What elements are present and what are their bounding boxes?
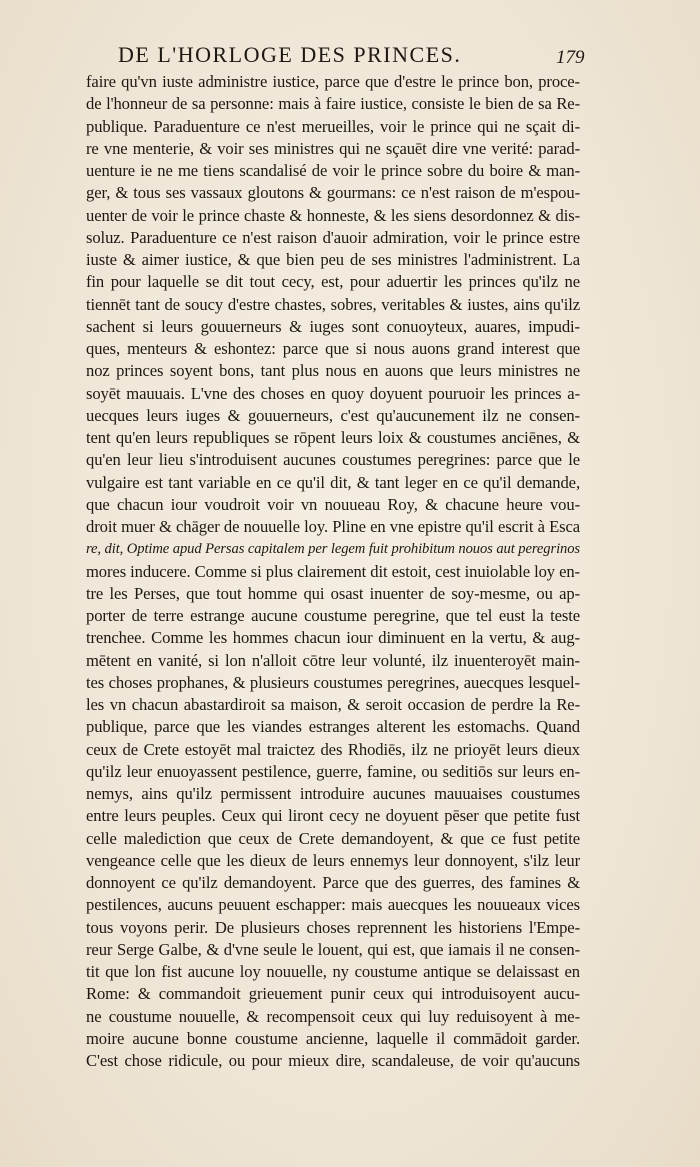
text-line: ceux de Crete estoyēt mal traictez des Rhodiēs, ilz ne prioyēt leurs dieux <box>86 739 580 759</box>
text-line: tous voyons perir. De plusieurs choses reprennent les historiens l'Empe- <box>86 917 580 937</box>
text-line: pestilences, aucuns peuuent eschapper: mais auecques les nouueaux vices <box>86 895 580 915</box>
text-line: mētent en vanité, si lon n'alloit cōtre leur volunté, ilz inuenteroyēt main- <box>86 650 580 670</box>
text-line: tes choses prophanes, & plusieurs coustumes peregrines, auecques lesquel- <box>86 672 580 692</box>
text-line: nemys, ains qu'ilz permissent introduire aucunes mauuaises coustumes <box>86 784 580 803</box>
text-line: uenture ie ne me tiens scandalisé de voir le prince sobre du boire & man- <box>86 161 580 180</box>
text-line: iuste & aimer iustice, & que bien peu de ses ministres l'administrent. La <box>86 250 580 269</box>
text-line: vengeance celle que les dieux de leurs ennemys leur donnoyent, s'ilz leur <box>86 850 580 870</box>
text-line: uecques leurs iuges & gouuerneurs, c'est qu'aucunement ilz ne consen- <box>86 405 580 425</box>
text-line: que chacun iour voudroit voir vn nouueau Roy, & chacune heure vou- <box>86 494 580 514</box>
running-head-title: DE L'HORLOGE DES PRINCES. <box>118 42 462 67</box>
text-line: re vne menterie, & voir ses ministres qui ne sçauēt dire vne verité: parad- <box>86 138 580 158</box>
text-line: publique. Paraduenture ce n'est merueilles, voir le prince qui ne sçait di- <box>86 116 580 136</box>
running-head <box>0 40 700 70</box>
text-line: publique, parce que les viandes estranges alterent les estomachs. Quand <box>86 717 580 737</box>
text-line: soyēt mauuais. L'vne des choses en quoy doyuent pouruoir les princes a- <box>86 383 580 403</box>
text-line: celle malediction que ceux de Crete demandoyent, & que ce fust petite <box>86 828 580 848</box>
text-line: ne coustume nouuelle, & recompensoit ceux qui luy reduisoyent à me- <box>86 1006 580 1026</box>
text-line: faire qu'vn iuste administre iustice, parce que d'estre le prince bon, proce- <box>86 72 580 91</box>
text-line: C'est chose ridicule, ou pour mieux dire, scandaleuse, de voir qu'aucuns <box>86 1051 580 1070</box>
text-line: moire aucune bonne coustume ancienne, laquelle il commādoit garder. <box>86 1028 580 1048</box>
text-line: sachent si leurs gouuerneurs & iuges sont conuoyteux, auares, impudi- <box>86 316 580 336</box>
text-line: noz princes soyent bons, tant plus nous en auons que leurs ministres ne <box>86 361 580 381</box>
text-line: droit muer & chāger de nouuelle loy. Pline en vne epistre qu'il escrit à Esca <box>86 517 580 536</box>
text-line: tre les Perses, que tout homme qui osast inuenter de soy-mesme, ou ap- <box>86 583 580 603</box>
text-line: ques, menteurs & eshontez: parce que si nous auons grand interest que <box>86 339 580 358</box>
text-line: tit que lon fist aucune loy nouuelle, ny coustume antique se delaissast en <box>86 962 580 981</box>
text-line: reur Serge Galbe, & d'vne seule le louent, qui est, que iamais il ne consen- <box>86 939 580 959</box>
text-line: Rome: & commandoit grieuement punir ceux qui introduisoyent aucu- <box>86 984 580 1004</box>
text-line: re, dit, Optime apud Persas capitalem per legem fuit prohibitum nouos aut peregrinos <box>86 541 580 558</box>
text-line: tiennēt tant de soucy d'estre chastes, sobres, veritables & iustes, ains qu'ilz <box>86 294 580 314</box>
text-line: les vn chacun abastardiroit sa maison, & seroit occasion de perdre la Re- <box>86 695 580 714</box>
text-line: vulgaire est tant variable en ce qu'il dit, & tant leger en ce qu'il demande, <box>86 472 580 492</box>
text-line: tent qu'en leurs republiques se rōpent leurs loix & coustumes anciēnes, & <box>86 428 580 447</box>
text-line: qu'ilz leur enuoyassent pestilence, guerre, famine, ou seditiōs sur leurs en- <box>86 761 580 781</box>
text-line: soluz. Paraduenture ce n'est raison d'auoir admiration, voir le prince estre <box>86 227 580 247</box>
page-number: 179 <box>556 47 585 68</box>
body-text <box>86 71 580 1072</box>
text-line: mores inducere. Comme si plus clairement dit estoit, cest inuiolable loy en- <box>86 561 580 581</box>
text-line: trenchee. Comme les hommes chacun iour diminuent en la vertu, & aug- <box>86 628 580 648</box>
text-line: qu'en leur lieu s'introduisent aucunes coustumes peregrines: parce que le <box>86 450 580 470</box>
text-line: ger, & tous ses vassaux gloutons & gourmans: ce n'est raison de m'espou- <box>86 183 580 203</box>
text-line: de l'honneur de sa personne: mais à faire iustice, consiste le bien de sa Re- <box>86 94 580 114</box>
text-line: donnoyent ce qu'ilz demandoyent. Parce que des guerres, des famines & <box>86 873 580 892</box>
text-line: uenter de voir le prince chaste & honneste, & les siens desordonnez & dis- <box>86 205 580 225</box>
text-line: fin pour laquelle se dit tout cecy, est, pour aduertir les princes qu'ilz ne <box>86 272 580 292</box>
text-line: entre leurs peuples. Ceux qui liront cecy ne doyuent pēser que petite fust <box>86 806 580 826</box>
text-line: porter de terre estrange aucune coustume peregrine, que tel eust la teste <box>86 606 580 625</box>
